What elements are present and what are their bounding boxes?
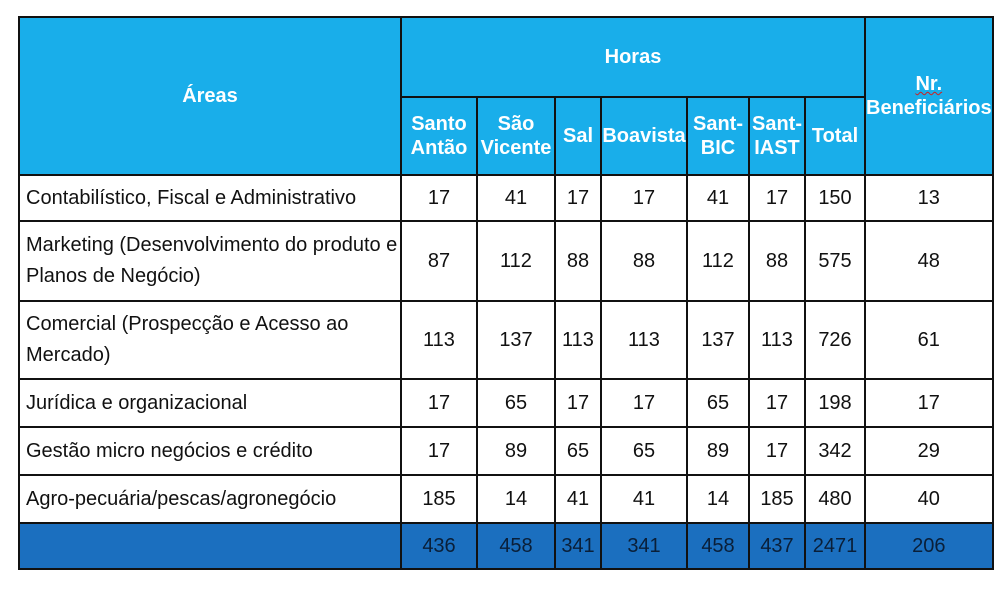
row-area-label: Agro-pecuária/pescas/agronegócio	[19, 475, 401, 523]
cell-beneficiarios: 40	[865, 475, 993, 523]
cell-sant-iast: 185	[749, 475, 805, 523]
total-grand: 2471	[805, 523, 865, 569]
cell-sant-bic: 112	[687, 221, 749, 301]
cell-sant-bic: 41	[687, 175, 749, 221]
table-row	[19, 175, 993, 221]
cell-sao-vicente: 89	[477, 427, 555, 475]
column-header-sant-iast: Sant- IAST	[749, 97, 805, 175]
cell-total: 726	[805, 301, 865, 379]
cell-sant-iast: 88	[749, 221, 805, 301]
cell-sal: 17	[555, 175, 601, 221]
cell-boavista: 65	[601, 427, 687, 475]
cell-sant-iast: 17	[749, 427, 805, 475]
row-area-label: Comercial (Prospecção e Acesso ao Mercado)	[19, 301, 401, 379]
cell-sant-iast: 17	[749, 379, 805, 427]
cell-total: 150	[805, 175, 865, 221]
cell-total: 342	[805, 427, 865, 475]
hours-table	[18, 16, 994, 570]
cell-sant-bic: 137	[687, 301, 749, 379]
column-header-boavista: Boavista	[601, 97, 687, 175]
column-header-sao-vicente: São Vicente	[477, 97, 555, 175]
row-area-label: Marketing (Desenvolvimento do produto e Planos de Negócio)	[19, 221, 401, 301]
cell-beneficiarios: 17	[865, 379, 993, 427]
table-row	[19, 301, 993, 379]
cell-boavista: 113	[601, 301, 687, 379]
cell-beneficiarios: 13	[865, 175, 993, 221]
table-row	[19, 427, 993, 475]
total-santo-antao: 436	[401, 523, 477, 569]
cell-sal: 65	[555, 427, 601, 475]
total-sao-vicente: 458	[477, 523, 555, 569]
total-beneficiarios: 206	[865, 523, 993, 569]
cell-sao-vicente: 112	[477, 221, 555, 301]
cell-sant-iast: 113	[749, 301, 805, 379]
total-sant-iast: 437	[749, 523, 805, 569]
cell-sant-bic: 89	[687, 427, 749, 475]
header-row-top	[19, 17, 993, 97]
totals-row	[19, 523, 993, 569]
cell-sao-vicente: 41	[477, 175, 555, 221]
areas-header: Áreas	[19, 17, 401, 175]
horas-header: Horas	[401, 17, 865, 97]
beneficiarios-header	[865, 17, 993, 175]
cell-beneficiarios: 61	[865, 301, 993, 379]
totals-label	[19, 523, 401, 569]
cell-santo-antao: 185	[401, 475, 477, 523]
cell-santo-antao: 87	[401, 221, 477, 301]
cell-beneficiarios: 29	[865, 427, 993, 475]
cell-santo-antao: 17	[401, 427, 477, 475]
total-sal: 341	[555, 523, 601, 569]
total-sant-bic: 458	[687, 523, 749, 569]
beneficiarios-header-line1: Nr.	[915, 73, 943, 95]
cell-boavista: 88	[601, 221, 687, 301]
cell-santo-antao: 17	[401, 379, 477, 427]
column-header-total: Total	[805, 97, 865, 175]
cell-sal: 41	[555, 475, 601, 523]
total-boavista: 341	[601, 523, 687, 569]
cell-boavista: 17	[601, 379, 687, 427]
cell-boavista: 41	[601, 475, 687, 523]
cell-sao-vicente: 14	[477, 475, 555, 523]
cell-total: 198	[805, 379, 865, 427]
cell-sant-bic: 14	[687, 475, 749, 523]
table-container	[18, 16, 994, 570]
cell-santo-antao: 17	[401, 175, 477, 221]
table-row	[19, 379, 993, 427]
cell-total: 480	[805, 475, 865, 523]
cell-total: 575	[805, 221, 865, 301]
cell-sao-vicente: 137	[477, 301, 555, 379]
cell-sal: 113	[555, 301, 601, 379]
row-area-label: Jurídica e organizacional	[19, 379, 401, 427]
cell-sant-bic: 65	[687, 379, 749, 427]
cell-beneficiarios: 48	[865, 221, 993, 301]
beneficiarios-header-line2: Beneficiários	[866, 97, 992, 119]
cell-sao-vicente: 65	[477, 379, 555, 427]
cell-sal: 17	[555, 379, 601, 427]
cell-santo-antao: 113	[401, 301, 477, 379]
column-header-sant-bic: Sant- BIC	[687, 97, 749, 175]
column-header-santo-antao: Santo Antão	[401, 97, 477, 175]
cell-sal: 88	[555, 221, 601, 301]
cell-boavista: 17	[601, 175, 687, 221]
row-area-label: Gestão micro negócios e crédito	[19, 427, 401, 475]
column-header-sal: Sal	[555, 97, 601, 175]
cell-sant-iast: 17	[749, 175, 805, 221]
table-row	[19, 221, 993, 301]
row-area-label: Contabilístico, Fiscal e Administrativo	[19, 175, 401, 221]
table-row	[19, 475, 993, 523]
